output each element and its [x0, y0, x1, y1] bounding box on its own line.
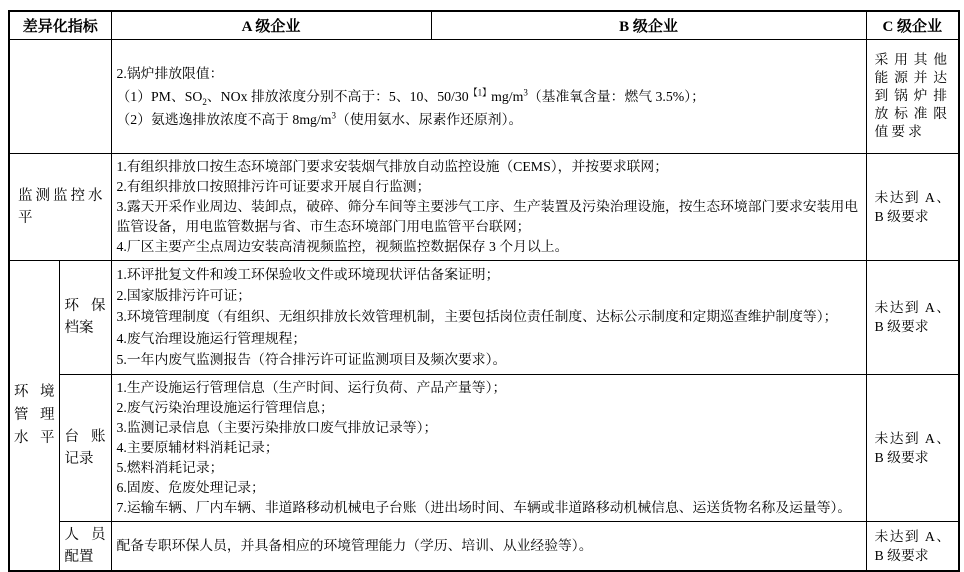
monitoring-grade-c-cell: 未达到 A、B 级要求 [866, 153, 959, 260]
requirement-line: 6.固废、危废处理记录； [116, 479, 265, 495]
requirement-line: 1.有组织排放口按生态环境部门要求安装烟气排放自动监控设施（CEMS），并按要求联网； [116, 158, 669, 174]
requirement-line: 7.运输车辆、厂内车辆、非道路移动机械电子台账（进出场时间、车辆或非道路移动机械信息、运送货物名称及运量等）。 [116, 499, 852, 515]
requirement-line: 3.露天开采作业周边、装卸点，破碎、筛分车间等主要涉气工序、生产装置及污染治理设施，按生态环境部门要求安装用电监管设备，用电监管数据与省、市生态环境部门用电监管平台联网； [116, 198, 859, 234]
requirement-line: 配备专职环保人员，并具备相应的环境管理能力（学历、培训、从业经验等）。 [116, 537, 593, 553]
boiler-limits-row [9, 39, 959, 153]
boiler-grade-c-cell: 采用其他能源并达到锅炉排放标准限值要求 [866, 39, 959, 153]
requirement-line: 2.锅炉排放限值： [116, 65, 224, 81]
requirement-line: 3.环境管理制度（有组织、无组织排放长效管理机制，主要包括岗位责任制度、达标公示制度和定期巡查维护制度等）； [116, 309, 838, 325]
header-grade-b: B 级企业 [431, 11, 866, 39]
monitoring-indicator-label: 监测监控水平 [9, 153, 111, 260]
table-header-row [9, 11, 959, 39]
ledger-sub-label: 台账记录 [59, 374, 111, 521]
requirement-line: 2.有组织排放口按照排污许可证要求开展自行监测； [116, 178, 431, 194]
requirement-line: 2.废气污染治理设施运行管理信息； [116, 399, 334, 415]
staff-sub-label: 人员配置 [59, 521, 111, 571]
archives-sub-label: 环保档案 [59, 260, 111, 374]
header-indicator: 差异化指标 [9, 11, 111, 39]
staff-row [9, 521, 959, 571]
archives-grade-c-cell: 未达到 A、B 级要求 [866, 260, 959, 374]
env-archives-row [9, 260, 959, 374]
ledger-requirements-cell [111, 374, 866, 521]
archives-requirements-cell [111, 260, 866, 374]
requirement-line: （1）PM、$SO_2$、NOx 排放浓度分别不高于：5、10、$50/30^{【1】}mg/m^3$（基准氧含量：燃气 3.5%）； [116, 86, 705, 107]
monitoring-row [9, 153, 959, 260]
env-mgmt-indicator-label: 环境管理水平 [9, 260, 59, 571]
requirement-line: 1.生产设施运行管理信息（生产时间、运行负荷、产品产量等）； [116, 379, 507, 395]
requirement-line: 4.厂区主要产尘点周边安装高清视频监控，视频监控数据保存 3 个月以上。 [116, 238, 569, 254]
requirement-line: 1.环评批复文件和竣工环保验收文件或环境现状评估备案证明； [116, 266, 500, 282]
staff-requirements-cell [111, 521, 866, 571]
monitoring-requirements-cell [111, 153, 866, 260]
performance-grading-table [8, 10, 960, 572]
ledger-row [9, 374, 959, 521]
requirement-line: 5.燃料消耗记录； [116, 459, 224, 475]
staff-grade-c-cell: 未达到 A、B 级要求 [866, 521, 959, 571]
requirement-line: 5.一年内废气监测报告（符合排污许可证监测项目及频次要求）。 [116, 352, 507, 368]
requirement-line: 4.废气治理设施运行管理规程； [116, 330, 307, 346]
header-grade-a: A 级企业 [111, 11, 431, 39]
requirement-line: 2.国家版排污许可证； [116, 287, 252, 303]
requirement-line: 3.监测记录信息（主要污染排放口废气排放记录等）； [116, 419, 438, 435]
header-grade-c: C 级企业 [866, 11, 959, 39]
boiler-requirements-cell [111, 39, 866, 153]
requirement-line: （2）氨逃逸排放浓度不高于 $8mg/m^3$（使用氨水、尿素作还原剂）。 [116, 109, 523, 127]
requirement-line: 4.主要原辅材料消耗记录； [116, 439, 279, 455]
boiler-indicator-cell-empty [9, 39, 111, 153]
ledger-grade-c-cell: 未达到 A、B 级要求 [866, 374, 959, 521]
